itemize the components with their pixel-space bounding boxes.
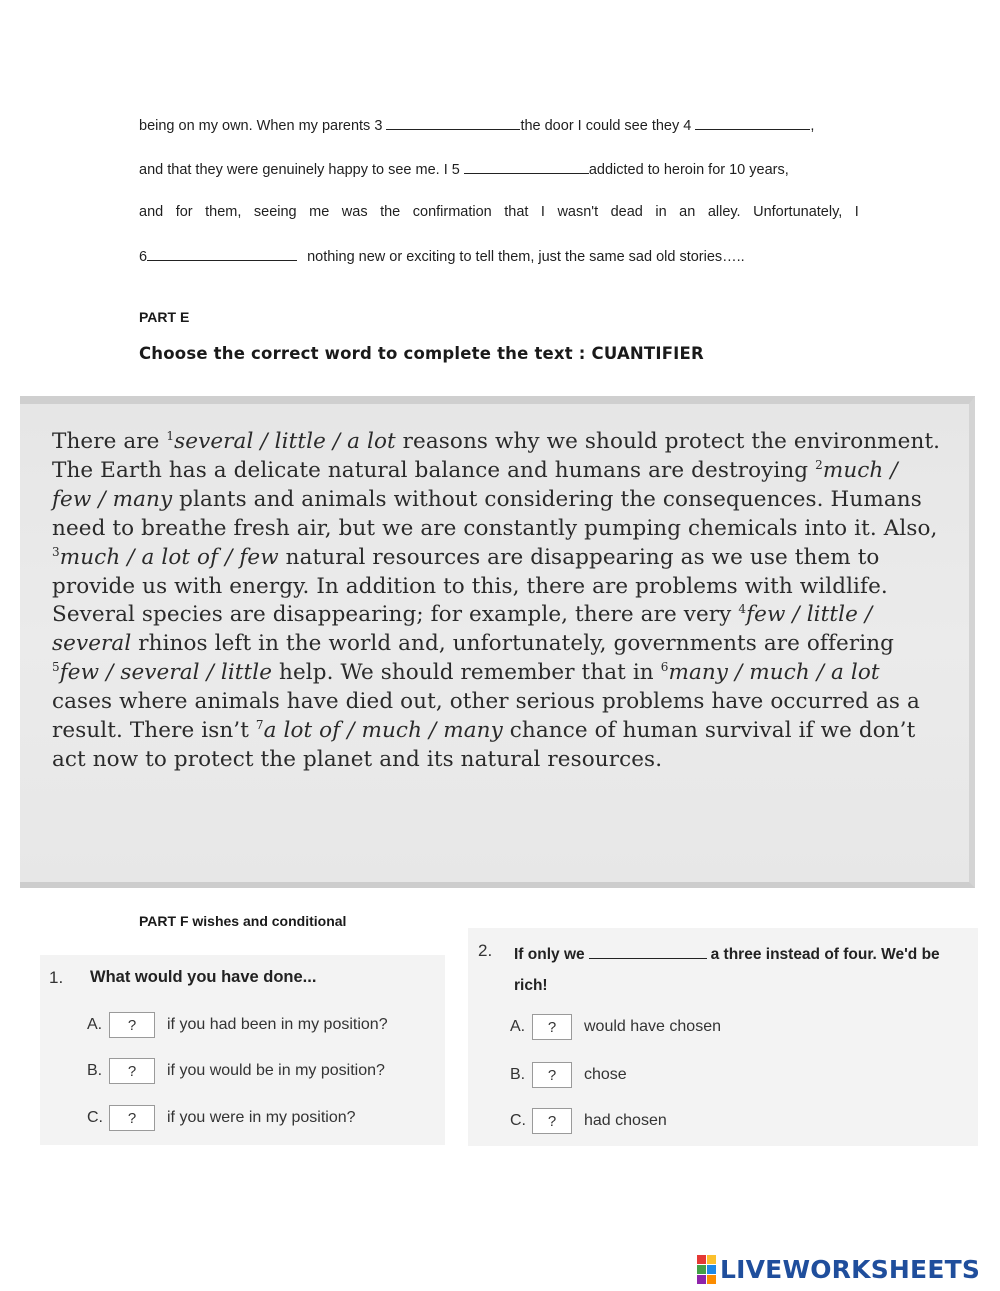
question-1-option-b	[87, 1058, 385, 1084]
gap-number-7: 7	[255, 718, 264, 733]
logo-square	[707, 1255, 716, 1264]
answer-dropdown[interactable]: ?	[532, 1062, 572, 1088]
answer-dropdown[interactable]: ?	[532, 1108, 572, 1134]
blank-3[interactable]	[386, 117, 520, 130]
options-4: few / little / several	[52, 602, 873, 657]
gap-number-2: 2	[815, 457, 823, 472]
gap-number-5: 5	[52, 660, 60, 675]
option-text: if you had been in my position?	[167, 1016, 388, 1033]
option-letter: C.	[510, 1112, 526, 1129]
gap-number-4: 4	[738, 602, 747, 617]
gap-number-6: 6	[660, 660, 669, 675]
part-f-label: PART F wishes and conditional	[139, 913, 347, 929]
question-2-title: If only we a three instead of four. We'd be rich!	[514, 946, 940, 994]
story-line-1: being on my own. When my parents 3 the door I could see they 4 ,	[139, 118, 815, 134]
logo-text: LIVEWORKSHEETS	[720, 1255, 981, 1284]
answer-dropdown[interactable]: ?	[109, 1012, 155, 1038]
question-2-number: 2.	[478, 941, 493, 960]
logo-square	[707, 1275, 716, 1284]
story-word: dead	[610, 204, 643, 220]
liveworksheets-logo	[697, 1255, 980, 1284]
blank-4[interactable]	[695, 117, 810, 130]
gap-number-1: 1	[166, 429, 175, 443]
story-line-3	[139, 204, 859, 220]
option-text: chose	[584, 1066, 627, 1083]
story-word: and	[139, 204, 164, 220]
story-word: I	[854, 204, 859, 220]
story-word: the	[380, 204, 401, 220]
logo-square	[697, 1275, 706, 1284]
story-word: confirmation	[412, 204, 492, 220]
story-line-4: 6 nothing new or exciting to tell them, just the same sad old stories…..	[139, 249, 745, 265]
question-1-panel	[40, 955, 445, 1145]
question-1-option-a	[87, 1012, 388, 1038]
question-1-title: What would you have done...	[90, 968, 317, 986]
story-word: an	[679, 204, 696, 220]
answer-dropdown[interactable]: ?	[532, 1014, 572, 1040]
question-2-option-a	[510, 1014, 721, 1040]
story-line-2: and that they were genuinely happy to see me. I 5 addicted to heroin for 10 years,	[139, 162, 789, 178]
option-letter: C.	[87, 1109, 103, 1126]
quantifier-passage-image	[20, 396, 975, 888]
question-2-option-b	[510, 1062, 627, 1088]
story-word: me	[309, 204, 330, 220]
answer-dropdown[interactable]: ?	[109, 1105, 155, 1131]
story-word: Unfortunately,	[753, 204, 843, 220]
story-word: for	[175, 204, 193, 220]
story-word: them,	[205, 204, 242, 220]
question-1-option-c	[87, 1105, 356, 1131]
answer-dropdown[interactable]: ?	[109, 1058, 155, 1084]
logo-square	[697, 1265, 706, 1274]
options-6: many / much / a lot	[668, 660, 880, 686]
logo-grid-icon	[697, 1255, 716, 1284]
story-word: wasn't	[557, 204, 599, 220]
quantifier-passage: There are $^1$several / little / a lot reasons why we should protect the environment. The Earth has a delicate natural balance and humans are destroying $^2$much / few / many plants and animals without considering the consequences. Humans need to breathe fresh air, but we are constantly pumping chemicals into it. Also, $^3$much / a lot of / few natural resources are disappearing as we use them to provide us with energy. In addition to this, there are problems with wildlife. Several species are disappearing; for example, there are very $^4$few / little / several rhinos left in the world and, unfortunately, governments are offering $^5$few / several / little help. We should remember that in $^6$many / much / a lot cases where animals have died out, other serious problems have occurred as a result. There isn’t $^7$a lot of / much / many chance of human survival if we don’t act now to protect the planet and its natural resources.	[52, 429, 941, 772]
option-text: had chosen	[584, 1112, 667, 1129]
gap-number-3: 3	[52, 544, 60, 559]
options-3: much / a lot of / few	[59, 544, 279, 570]
story-word: in	[655, 204, 667, 220]
option-letter: A.	[87, 1016, 103, 1033]
story-word: I	[540, 204, 545, 220]
part-e-instruction: Choose the correct word to complete the text : CUANTIFIER	[139, 344, 704, 363]
options-2: much / few / many	[52, 457, 898, 512]
option-letter: B.	[510, 1066, 526, 1083]
logo-square	[697, 1255, 706, 1264]
question-1-number: 1.	[49, 968, 64, 987]
question-2-option-c	[510, 1108, 667, 1134]
blank-6[interactable]	[147, 248, 297, 261]
story-word: alley.	[707, 204, 741, 220]
question-2-blank	[589, 946, 707, 959]
option-text: if you were in my position?	[167, 1109, 356, 1126]
option-text: would have chosen	[584, 1018, 721, 1035]
story-word: was	[341, 204, 368, 220]
option-text: if you would be in my position?	[167, 1062, 385, 1079]
options-5: few / several / little	[59, 660, 273, 686]
blank-5[interactable]	[464, 161, 589, 174]
options-7: a lot of / much / many	[263, 718, 503, 744]
options-1: several / little / a lot	[174, 429, 396, 454]
logo-square	[707, 1265, 716, 1274]
part-e-label: PART E	[139, 309, 190, 325]
story-word: that	[504, 204, 529, 220]
story-word: seeing	[253, 204, 297, 220]
option-letter: B.	[87, 1062, 103, 1079]
option-letter: A.	[510, 1018, 526, 1035]
